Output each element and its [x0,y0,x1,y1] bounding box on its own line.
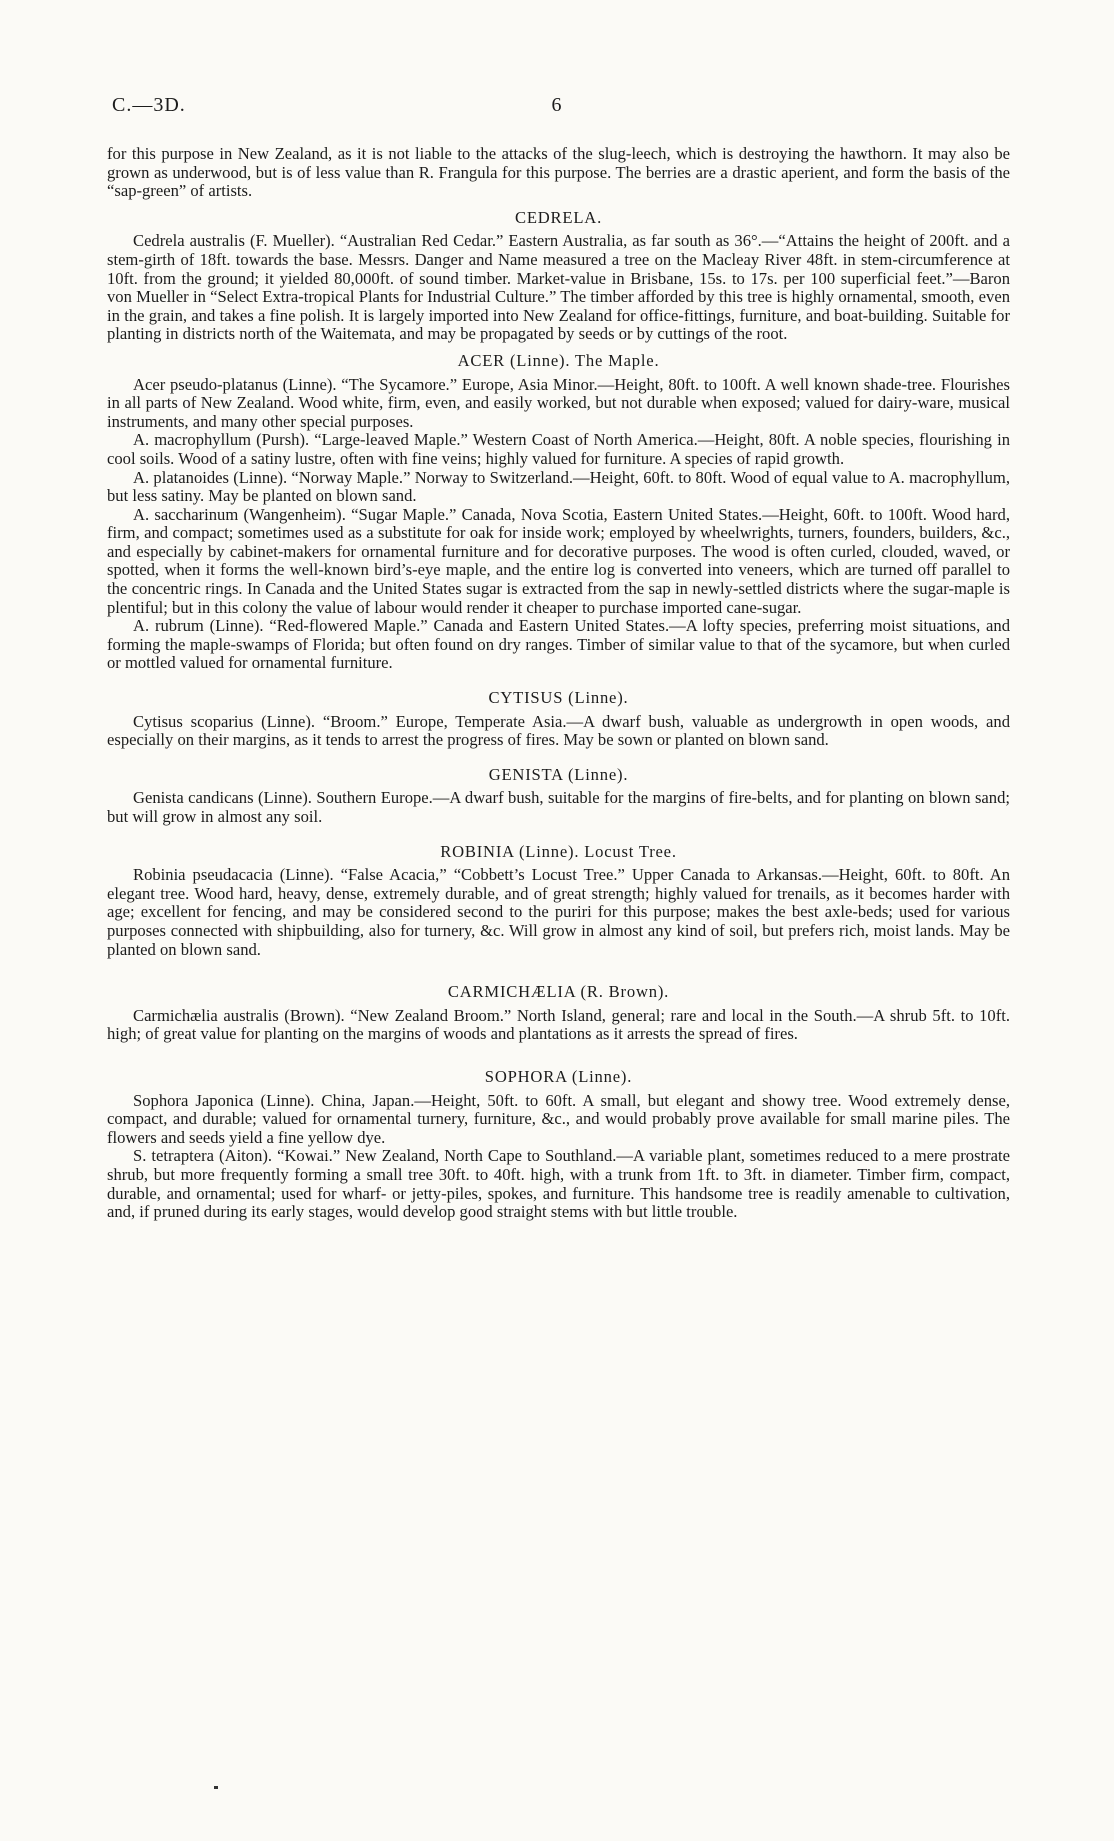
paragraph-acer-3: A. platanoides (Linne). “Norway Maple.” Norway to Switzerland.—Height, 60ft. to 80ft. Wood of equal value to A. macrophyllum, but less satiny. May be planted on blown sand. [107,467,1010,506]
paragraph-cedrela: Cedrela australis (F. Mueller). “Australian Red Cedar.” Eastern Australia, as far south as 36°.—“Attains the height of 200ft. and a stem-girth of 18ft. towards the base. Messrs. Danger and Name measured a tree on the Macleay River 48ft. in stem-circumference at 10ft. from the ground; it yielded 80,000ft. of sound timber. Market-value in Brisbane, 15s. to 17s. per 100 superficial feet.”—Baron von Mueller in “Select Extra-tropical Plants for Industrial Culture.” The timber afforded by this tree is highly ornamental, smooth, even in the grain, and takes a fine polish. It is largely imported into New Zealand for office-fittings, furniture, and boat-building. Suitable for planting in districts north of the Waitemata, and may be propagated by seeds or by cuttings of the root. [107,231,1010,344]
stray-mark [214,1786,218,1789]
heading-cytisus: CYTISUS (Linne). [488,688,629,708]
intro-paragraph: for this purpose in New Zealand, as it is not liable to the attacks of the slug-leech, which is destroying the hawthorn. It may also be grown as underwood, but is of less value than R. Frangula for this purpose. The berries are a drastic aperient, and form the basis of the “sap-green” of artists. [107,144,1010,201]
heading-genista: GENISTA (Linne). [488,764,629,784]
paragraph-acer-4: A. saccharinum (Wangenheim). “Sugar Maple.” Canada, Nova Scotia, Eastern United States.—Height, 60ft. to 100ft. Wood hard, firm, and compact; sometimes used as a substitute for oak for inside work; employed by wheelwrights, turners, founders, builders, &c., and especially by cabinet-makers for ornamental furniture and for decorative purposes. The wood is often curled, clouded, waved, or spotted, when it forms the well-known bird’s-eye maple, and the entire log is converted into veneers, which are turned off parallel to the concentric rings. In Canada and the United States sugar is extracted from the sap in newly-settled districts where the sugar-maple is plentiful; but in this colony the value of labour would render it cheaper to purchase imported cane-sugar. [107,504,1010,617]
heading-robinia: ROBINIA (Linne). Locust Tree. [440,841,677,861]
heading-cedrela: CEDRELA. [514,207,603,227]
paragraph-sophora-2: S. tetraptera (Aiton). “Kowai.” New Zealand, North Cape to Southland.—A variable plant, sometimes reduced to a mere prostrate shrub, but more frequently forming a small tree 30ft. to 40ft. high, with a trunk from 1ft. to 3ft. in diameter. Timber firm, compact, durable, and ornamental; used for wharf- or jetty-piles, spokes, and furniture. This handsome tree is readily amenable to cultivation, and, if pruned during its early stages, would develop good straight stems with but little trouble. [107,1146,1010,1222]
paragraph-carmichaelia: Carmichælia australis (Brown). “New Zealand Broom.” North Island, general; rare and local in the South.—A shrub 5ft. to 10ft. high; of great value for planting on the margins of woods and plantations as it arrests the spread of fires. [107,1005,1010,1044]
paragraph-sophora-1: Sophora Japonica (Linne). China, Japan.—Height, 50ft. to 60ft. A small, but elegant and showy tree. Wood extremely dense, compact, and durable; valued for ornamental turnery, furniture, &c., and would probably prove available for small marine piles. The flowers and seeds yield a fine yellow dye. [107,1090,1010,1147]
heading-sophora: SOPHORA (Linne). [484,1066,633,1086]
heading-acer: ACER (Linne). The Maple. [457,350,660,370]
document-body [107,145,1010,1222]
document-reference: C.—3D. [112,94,186,116]
paragraph-acer-2: A. macrophyllum (Pursh). “Large-leaved Maple.” Western Coast of North America.—Height, 80ft. A noble species, flourishing in cool soils. Wood of a satiny lustre, often with fine veins; highly valued for furniture. A species of rapid growth. [107,430,1010,468]
paragraph-robinia: Robinia pseudacacia (Linne). “False Acacia,” “Cobbett’s Locust Tree.” Upper Canada to Arkansas.—Height, 60ft. to 80ft. An elegant tree. Wood hard, heavy, dense, extremely durable, and of great strength; highly valued for trenails, as it becomes harder with age; excellent for fencing, and may be considered second to the puriri for this purpose; makes the best axle-beds; used for various purposes connected with shipbuilding, also for turnery, &c. Will grow in almost any kind of soil, but prefers rich, moist lands. May be planted on blown sand. [107,865,1010,959]
paragraph-genista: Genista candicans (Linne). Southern Europe.—A dwarf bush, suitable for the margins of fire-belts, and for planting on blown sand; but will grow in almost any soil. [107,788,1010,826]
heading-carmichaelia: CARMICHÆLIA (R. Brown). [447,982,670,1002]
page-number: 6 [551,94,563,116]
paragraph-cytisus: Cytisus scoparius (Linne). “Broom.” Europe, Temperate Asia.—A dwarf bush, valuable as undergrowth in open woods, and especially on their margins, as it tends to arrest the progress of fires. May be sown or planted on blown sand. [107,711,1010,750]
paragraph-acer-5: A. rubrum (Linne). “Red-flowered Maple.” Canada and Eastern United States.—A lofty species, preferring moist situations, and forming the maple-swamps of Florida; but often found on dry ranges. Timber of similar value to that of the sycamore, but when curled or mottled valued for ornamental furniture. [107,616,1010,673]
paragraph-acer-1: Acer pseudo-platanus (Linne). “The Sycamore.” Europe, Asia Minor.—Height, 80ft. to 100ft. A well known shade-tree. Flourishes in all parts of New Zealand. Wood white, firm, even, and easily worked, but not durable when exposed; valued for dairy-ware, musical instruments, and many other special purposes. [107,374,1010,431]
